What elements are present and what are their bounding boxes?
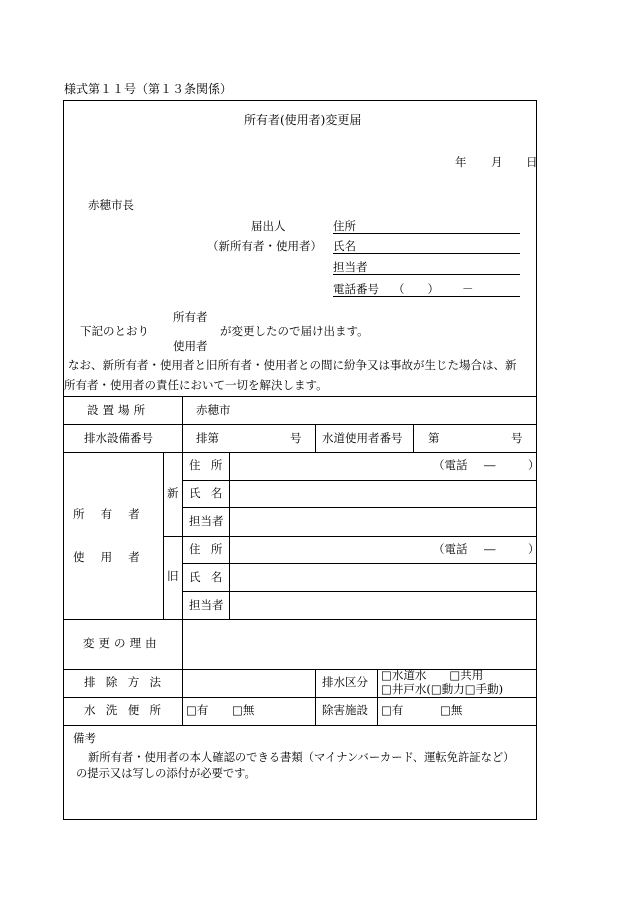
table-rule xyxy=(63,424,537,425)
notice-line2: 所有者・使用者の責任において一切を解決します。 xyxy=(64,378,328,392)
table-rule xyxy=(63,725,537,726)
water-user-number-suffix: 号 xyxy=(511,431,523,445)
removal-facility-label: 除害施設 xyxy=(322,703,368,717)
drain-number-label: 排水設備番号 xyxy=(84,431,153,445)
table-rule xyxy=(182,591,537,592)
notice-line1: なお、新所有者・使用者と旧所有者・使用者との間に紛争又は事故が生じた場合は、新 xyxy=(68,358,517,372)
location-value[interactable]: 赤穂市 xyxy=(196,403,231,417)
new-phone-open: （電話 xyxy=(433,458,468,472)
drain-number-prefix: 排第 xyxy=(196,431,219,445)
toilet-no-checkbox[interactable]: □無 xyxy=(232,703,255,717)
form-title: 所有者(使用者)変更届 xyxy=(244,113,362,127)
applicant-phone-line[interactable] xyxy=(333,296,520,297)
old-name-label: 氏名 xyxy=(189,570,233,584)
notice-owner: 所有者 xyxy=(173,310,208,324)
date-month: 月 xyxy=(491,155,503,169)
remarks-label: 備考 xyxy=(73,731,96,745)
applicant-name-line[interactable] xyxy=(333,253,520,254)
remarks-line1: 新所有者・使用者の本人確認のできる書類（マイナンバーカード、運転免許証など） xyxy=(88,751,515,764)
reason-label: 変更の理由 xyxy=(83,636,161,650)
applicant-phone-dash: － xyxy=(462,282,474,296)
date-day: 日 xyxy=(526,155,538,169)
table-rule xyxy=(315,424,316,452)
new-address-label: 住所 xyxy=(189,458,233,472)
new-name-label: 氏名 xyxy=(189,486,233,500)
removal-yes-checkbox[interactable]: □有 xyxy=(381,703,404,717)
table-rule xyxy=(163,536,537,537)
table-rule xyxy=(377,669,378,725)
toilet-label: 水洗便所 xyxy=(84,703,172,717)
owner-label: 所有者 xyxy=(73,507,156,521)
table-rule xyxy=(63,452,537,453)
applicant-sublabel: （新所有者・使用者） xyxy=(207,239,322,253)
table-rule xyxy=(315,669,316,725)
table-rule xyxy=(413,424,414,452)
water-user-number-prefix: 第 xyxy=(428,431,440,445)
notice-user: 使用者 xyxy=(173,339,208,353)
old-phone-dash: ― xyxy=(484,542,496,556)
table-rule xyxy=(182,563,537,564)
applicant-label: 届出人 xyxy=(251,219,286,233)
new-label: 新 xyxy=(167,486,179,500)
form-number: 様式第１１号（第１３条関係） xyxy=(64,82,233,96)
addressee: 赤穂市長 xyxy=(88,198,134,212)
applicant-address-label: 住所 xyxy=(333,219,356,233)
table-rule xyxy=(63,396,537,397)
new-phone-dash: ― xyxy=(484,458,496,472)
applicant-address-line[interactable] xyxy=(333,233,520,234)
table-rule xyxy=(63,697,537,698)
method-label: 排除方法 xyxy=(84,675,172,689)
table-rule xyxy=(182,480,537,481)
old-label: 旧 xyxy=(167,569,179,583)
applicant-contact-label: 担当者 xyxy=(333,260,368,274)
table-rule xyxy=(163,452,164,619)
old-phone-open: （電話 xyxy=(433,542,468,556)
drain-type-option-line2[interactable]: □井戸水(□動力□手動) xyxy=(381,682,504,696)
new-contact-label: 担当者 xyxy=(189,514,224,528)
notice-prefix: 下記のとおり xyxy=(80,324,149,338)
applicant-contact-line[interactable] xyxy=(333,274,520,275)
toilet-yes-checkbox[interactable]: □有 xyxy=(186,703,209,717)
old-phone-close: ） xyxy=(528,542,540,556)
table-rule xyxy=(63,619,537,620)
drain-type-label: 排水区分 xyxy=(322,675,368,689)
remarks-line2: の提示又は写しの添付が必要です。 xyxy=(76,767,256,780)
applicant-phone-parens: （ ） xyxy=(393,282,439,296)
table-rule xyxy=(229,452,230,619)
new-phone-close: ） xyxy=(528,458,540,472)
drain-type-option-line1[interactable]: □水道水 □共用 xyxy=(381,668,484,682)
drain-number-suffix: 号 xyxy=(290,431,302,445)
table-rule xyxy=(182,507,537,508)
user-label: 使用者 xyxy=(73,550,156,564)
date-year: 年 xyxy=(455,155,467,169)
table-rule xyxy=(182,396,183,725)
notice-suffix: が変更したので届け出ます。 xyxy=(220,324,369,338)
removal-no-checkbox[interactable]: □無 xyxy=(440,703,463,717)
applicant-phone-label: 電話番号 xyxy=(333,282,379,296)
water-user-number-label: 水道使用者番号 xyxy=(322,431,403,445)
old-contact-label: 担当者 xyxy=(189,598,224,612)
old-address-label: 住所 xyxy=(189,542,233,556)
location-label: 設置場所 xyxy=(87,403,150,417)
applicant-name-label: 氏名 xyxy=(333,239,356,253)
